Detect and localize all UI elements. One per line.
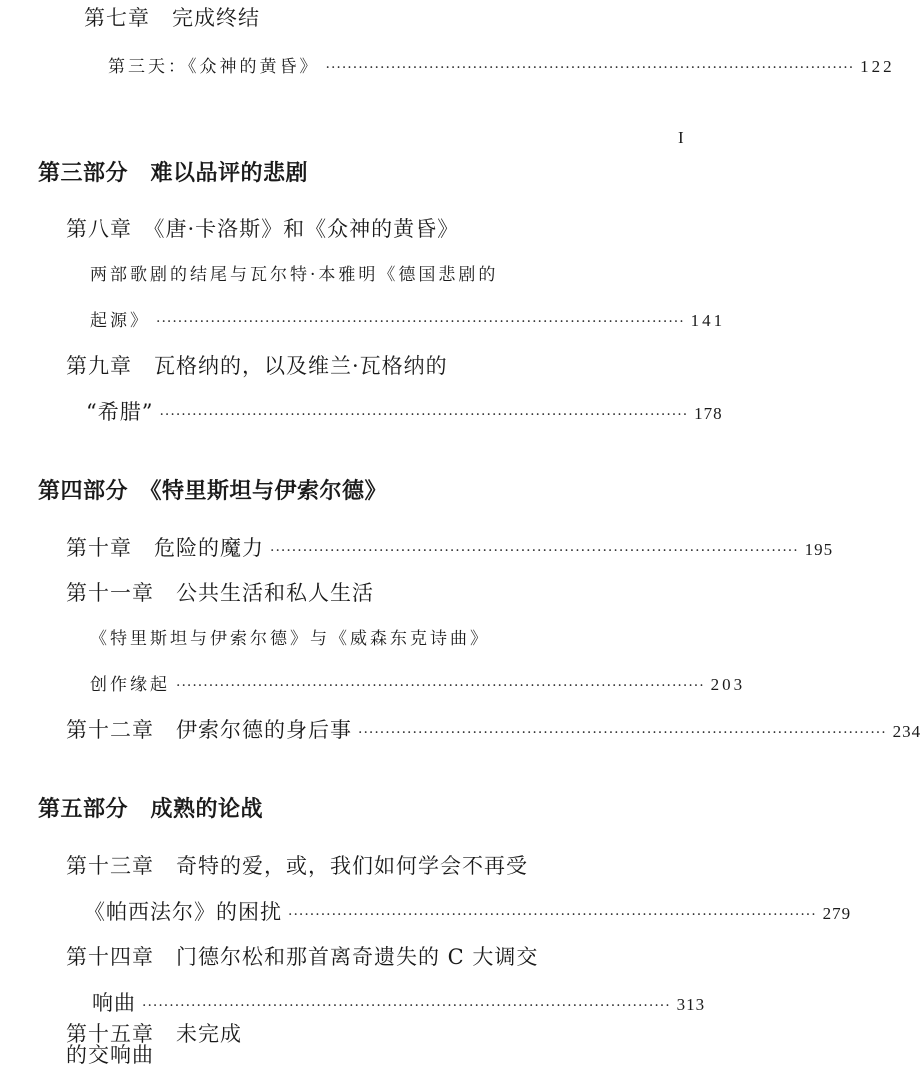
dot-leader: ································································································· bbox=[325, 60, 855, 76]
page-number: 313 bbox=[676, 995, 706, 1014]
chapter-11-title[interactable]: 第十一章 公共生活和私人生活 bbox=[66, 581, 374, 605]
dot-leader: ································································································· bbox=[156, 314, 685, 330]
entry-text: 《帕西法尔》的困扰 bbox=[84, 900, 282, 924]
chapter-8-subtitle: 两部歌剧的结尾与瓦尔特·本雅明《德国悲剧的 bbox=[90, 265, 499, 285]
chapter-15-title: 第十五章 未完成的交响曲 bbox=[66, 1022, 242, 1067]
toc-entry-ch11[interactable] bbox=[90, 670, 746, 695]
entry-text: 第三天：《众神的黄昏》 bbox=[108, 57, 320, 77]
dot-leader: ································································································· bbox=[358, 725, 887, 741]
toc-entry-ch14[interactable] bbox=[92, 987, 706, 1017]
chapter-9-title[interactable]: 第九章 瓦格纳的，以及维兰·瓦格纳的 bbox=[66, 354, 448, 378]
dot-leader: ································································································· bbox=[270, 543, 799, 559]
entry-text: 起源》 bbox=[90, 311, 150, 331]
entry-text: 第十二章 伊索尔德的身后事 bbox=[66, 718, 352, 742]
page-number: 279 bbox=[822, 904, 852, 923]
page-number: 234 bbox=[892, 722, 921, 741]
part-4-heading[interactable]: 第四部分 《特里斯坦与伊索尔德》 bbox=[38, 479, 388, 504]
page-number: 122 bbox=[860, 57, 895, 76]
entry-text: 创作缘起 bbox=[90, 675, 170, 695]
entry-text: “希腊” bbox=[86, 400, 154, 424]
dot-leader: ································································································· bbox=[288, 907, 817, 923]
page-number: 178 bbox=[694, 404, 723, 423]
roman-page-marker: I bbox=[678, 128, 684, 147]
dot-leader: ································································································· bbox=[142, 998, 671, 1014]
toc-entry-ch12[interactable] bbox=[66, 714, 921, 744]
toc-entry-ch9[interactable] bbox=[86, 396, 723, 426]
dot-leader: ································································································· bbox=[159, 407, 689, 423]
chapter-8-title[interactable]: 第八章 《唐·卡洛斯》和《众神的黄昏》 bbox=[66, 217, 460, 241]
toc-entry-ch7-sub[interactable] bbox=[108, 52, 895, 77]
chapter-7-title[interactable]: 第七章 完成终结 bbox=[84, 6, 260, 30]
chapter-15-partial bbox=[66, 1022, 246, 1067]
chapter-13-title[interactable]: 第十三章 奇特的爱，或，我们如何学会不再受 bbox=[66, 854, 528, 878]
part-3-heading[interactable]: 第三部分 难以品评的悲剧 bbox=[38, 161, 309, 186]
dot-leader: ································································································· bbox=[176, 678, 705, 694]
toc-entry-ch10[interactable] bbox=[66, 532, 834, 562]
chapter-11-subtitle: 《特里斯坦与伊索尔德》与《威森东克诗曲》 bbox=[90, 629, 490, 649]
toc-entry-ch8[interactable] bbox=[90, 306, 726, 331]
page-number: 141 bbox=[690, 311, 726, 330]
entry-text: 响曲 bbox=[92, 991, 136, 1015]
page-number: 203 bbox=[710, 675, 746, 694]
page-number: 195 bbox=[804, 540, 834, 559]
part-5-heading[interactable]: 第五部分 成熟的论战 bbox=[38, 797, 264, 822]
entry-text: 第十章 危险的魔力 bbox=[66, 536, 264, 560]
chapter-14-title[interactable]: 第十四章 门德尔松和那首离奇遗失的 C 大调交 bbox=[66, 945, 539, 969]
toc-entry-ch13[interactable] bbox=[84, 896, 852, 926]
